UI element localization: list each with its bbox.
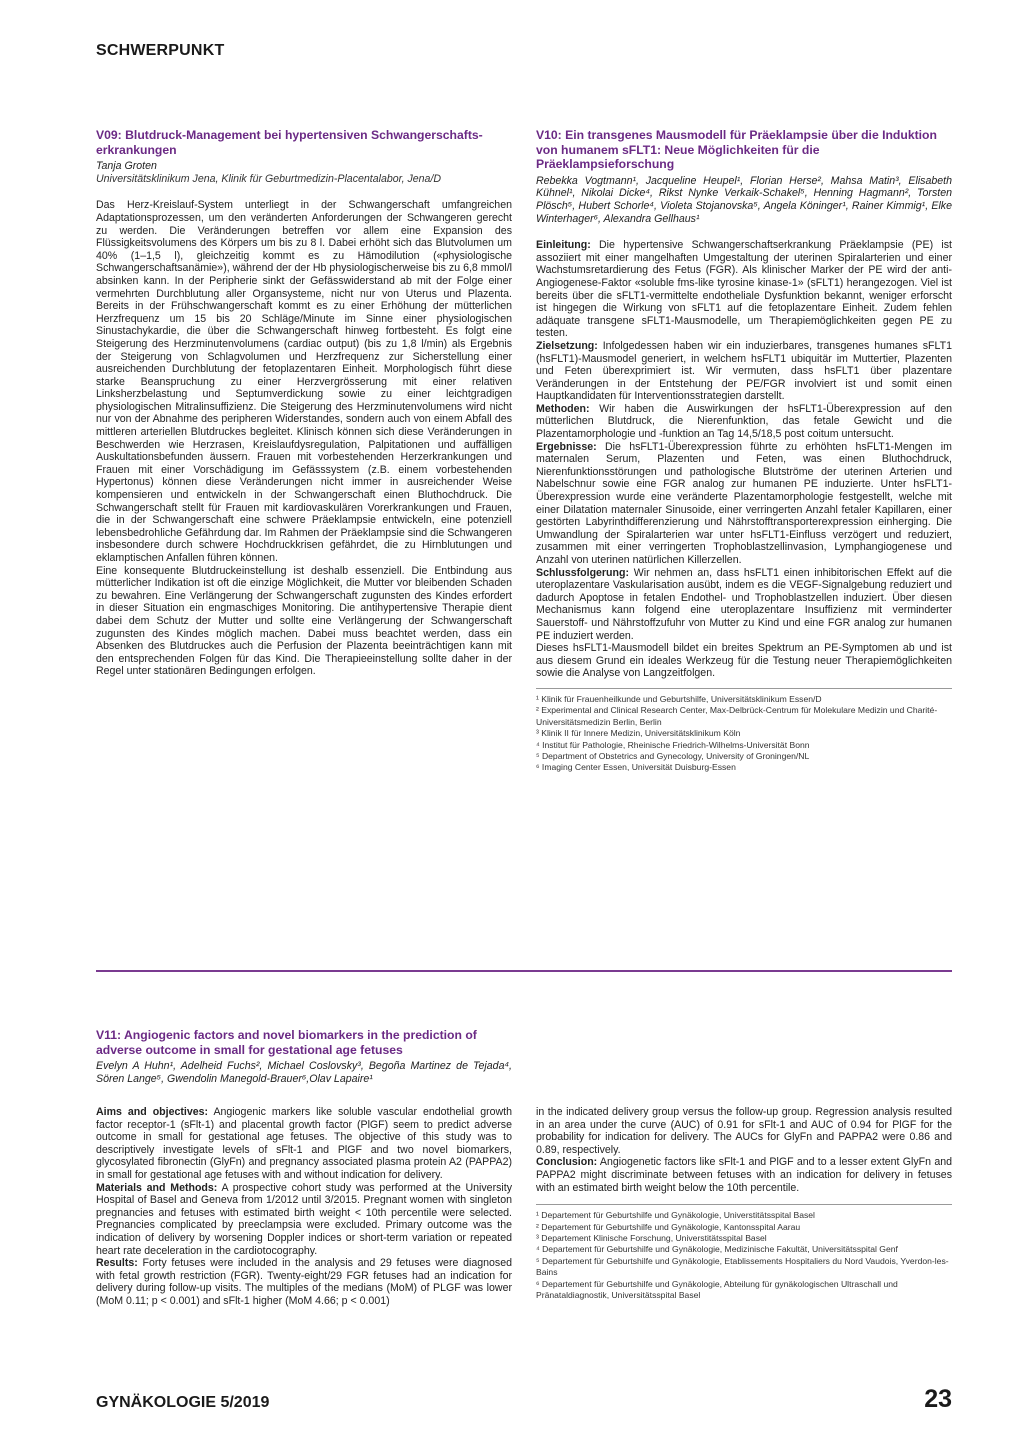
- body-paragraph: [536, 239, 952, 340]
- footnote: ⁵ Departement für Geburtshilfe und Gynäkologie, Etablissements Hospitaliers du Nord Vaudois, Yverdon-les-Bains: [536, 1255, 949, 1278]
- footnote: ³ Departement Klinische Forschung, Universtitätsspital Basel: [536, 1232, 767, 1243]
- abstract-body: [96, 1106, 512, 1308]
- section-label: Zielsetzung:: [536, 339, 598, 352]
- abstract-title: V10: Ein transgenes Mausmodell für Präeklampsie über die Induktion von humanem sFLT1: Neue Möglichkeiten für die Präeklampsieforschung: [536, 128, 937, 172]
- body-paragraph: [536, 403, 952, 441]
- section-label: Ergebnisse:: [536, 440, 597, 453]
- abstract-body: [536, 1106, 952, 1194]
- author-line: Rebekka Vogtmann¹, Jacqueline Heupel¹, Florian Herse², Mahsa Matin³, Elisabeth Kühnel¹, Nikolai Dicke⁴, Rikst Nynke Verkaik-Schakel⁵, Henning Hagmann², Torsten Plösch⁵, Hubert Schorle⁴, Violeta Stojanovska⁵, Angela Köninger¹, Rainer Kimmig¹, Elke Winterhager⁶, Alexandra Gellhaus¹: [536, 174, 952, 225]
- footnote: ¹ Klinik für Frauenheilkunde und Geburtshilfe, Universitätsklinikum Essen/D: [536, 693, 822, 704]
- body-paragraph: [96, 1257, 512, 1307]
- body-paragraph: Das Herz-Kreislauf-System unterliegt in der Schwangerschaft umfangreichen Adaptationsprozessen, um den veränderten Anforderungen der Schwangeren gerecht zu werden. Die Veränderungen betreffen vor allem eine Expansion des Flüssigkeitsvolumens des Körpers um bis zu 8 l. Dabei erhöht sich das Blutvolumen um 40% (1–1,5 l), gleichzeitig kommt es zu Hämodilution («physiologische Schwangerschaftsanämie»), während der der Hb physiologischerweise bis zu 6,8 mmol/l absinken kann. In der Peripherie sinkt der Gefässwiderstand ab mit der Folge einer vermehrten Durchblutung aller Organsysteme, nicht nur von Uterus und Plazenta. Bereits in der Frühschwangerschaft kommt es zu einer Erhöhung der mütterlichen Herzfrequenz um 15 bis 20 Schläge/Minute im Sinne einer physiologischen Sinustachykardie, die über die Schwangerschaft hinweg fortbesteht. Es folgt eine Steigerung des Herzminutenvolumens (cardiac output) (bis zu 1,8 l/min) als Ergebnis der Steigerung von Schlagvolumen und Herzfrequenz zur Sicherstellung einer ausreichenden Durchblutung der fetoplazentaren Einheit. Morphologisch führt diese starke Beanspruchung zu einer Herzvergrösserung mit einer relativen Linksherzbelastung und Septumverdickung sowie zu einer leichtgradigen physiologischen Mitralinsuffizienz. Die Steigerung des Herzminutenvolumens wird nicht nur von der Abnahme des peripheren Widerstandes, sondern auch von einem Abfall des mittleren arteriellen Blutdruckes begleitet. Klinisch können sich diese Veränderungen in Beschwerden wie Herzrasen, Kreislaufdysregulation, Palpitationen und auffälligen Auskultationsbefunden äussern. Frauen mit vorbestehenden Herzerkrankungen und Frauen mit einer Vorschädigung im Gefässsystem (z.B. einem vorbestehenden Hypertonus) können diese Veränderungen nicht immer in ausreichender Weise kompensieren und entwickeln in der Schwangerschaft einen Bluthochdruck. Die Schwangerschaft stellt für Frauen mit kardiovaskulären Vorerkrankungen und Frauen, die in der Schwangerschaft eine schwere Präeklampsie entwickeln, eine potenziell lebensbedrohliche Gefährdung dar. Im Rahmen der Präeklampsie sind die Schwangeren insbesondere durch schwere Hochdruckkrisen gefährdet, die zu Hirnblutungen und eklamptischen Anfallen führen können.: [96, 199, 512, 564]
- section-text: Wir haben die Auswirkungen der hsFLT1-Überexpression auf den mütterlichen Blutdruck, die Nierenfunktion, das fetale Gewicht und die Plazentamorphologie und -funktion an Tag 14,5/18,5 post coitum untersucht.: [536, 402, 952, 441]
- section-text: Forty fetuses were included in the analysis and 29 fetuses were diagnosed with fetal growth restriction (FGR). Twenty-eight/29 FGR fetuses had an indication for delivery during follow-up visits. The multiples of the medians (MoM) of PLGF was lower (MoM 0.11; p < 0.001) and sFlt-1 higher (MoM 4.66; p < 0.001): [96, 1257, 512, 1307]
- journal-issue: GYNÄKOLOGIE 5/2019: [96, 1394, 270, 1411]
- section-label: Methoden:: [536, 402, 590, 415]
- footnote: ² Experimental and Clinical Research Center, Max-Delbrück-Centrum für Molekulare Medizin und Charité-Universitätsmedizin Berlin, Berlin: [536, 705, 938, 727]
- section-text: Dieses hsFLT1-Mausmodell bildet ein breites Spektrum an PE-Symptomen ab und ist aus diesem Grund ein ideales Werkzeug für die Testung neuer Therapiemöglichkeiten sowie die Analyse von Langzeitfolgen.: [536, 642, 952, 680]
- body-paragraph: [536, 441, 952, 567]
- abstract-v11-left: [96, 1106, 512, 1308]
- footnote: ⁴ Departement für Geburtshilfe und Gynäkologie, Medizinische Fakultät, Universitätsspital Genf: [536, 1244, 898, 1255]
- abstract-title: V09: Blutdruck-Management bei hypertensiven Schwangerschafts-erkrankungen: [96, 128, 483, 157]
- abstract-v09: [96, 128, 512, 678]
- body-paragraph: [96, 1182, 512, 1258]
- footnote: ⁶ Imaging Center Essen, Universität Duisburg-Essen: [536, 762, 736, 773]
- abstract-body: [536, 239, 952, 680]
- abstract-v11-right: [536, 1106, 952, 1301]
- section-label: Materials and Methods:: [96, 1181, 218, 1194]
- section-divider: [96, 970, 952, 972]
- footnote: ¹ Departement für Geburtshilfe und Gynäkologie, Universtitätsspital Basel: [536, 1210, 815, 1221]
- footnote: ³ Klinik II für Innere Medizin, Universitätsklinikum Köln: [536, 728, 741, 739]
- abstract-v11-header: [96, 1028, 512, 1085]
- section-label: SCHWERPUNKT: [96, 42, 225, 59]
- section-text: Die hypertensive Schwangerschaftserkrankung Präeklampsie (PE) ist assoziiert mit einer mangelhaften Umgestaltung der uterinen Spiralarterien und einer Wachstumsretardierung des Fetus (FGR). Als klinischer Marker der PE wird der anti-Angiogenese-Faktor «soluble fms-like tyrosine kinase-1» (sFLT1) herangezogen. Viel ist bereits über die sFLT1-vermittelte endotheliale Dysfunktion bekannt, weniger erforscht ist hingegen die Wirkung von sFLT1 auf die fetoplazentare Einheit. Zudem fehlen adäquate transgene sFLT1-Mausmodelle, um Therapiemöglichkeiten gegen PE zu testen.: [536, 239, 952, 340]
- section-text: in the indicated delivery group versus the follow-up group. Regression analysis resulted in an area under the curve (AUC) of 0.91 for sFlt-1 and AUC of 0.94 for PlGF for the probability for indication for delivery. The AUCs for GlyFn and PAPPA2 were 0.86 and 0.89, respectively.: [536, 1106, 952, 1156]
- section-label: Aims and objectives:: [96, 1106, 209, 1118]
- body-paragraph: Eine konsequente Blutdruckeinstellung ist deshalb essenziell. Die Entbindung aus mütterlicher Indikation ist oft die einzige Möglichkeit, die Mutter vor bleibenden Schaden zu bewahren. Eine Verlängerung der Schwangerschaft zugunsten des Kindes erfordert in dieser Situation ein engmaschiges Monitoring. Die antihypertensive Therapie dient dabei dem Schutz der Mutter und sollte eine Verlängerung der Schwangerschaft zugunsten des Kindes möglich machen. Dabei muss beachtet werden, dass ein Absenken des Blutdruckes auch die Perfusion der Plazenta beeinträchtigen kann mit den entsprechenden Folgen für das Kind. Die Therapieeinstellung sollte daher in der Regel unter stationären Bedingungen erfolgen.: [96, 564, 512, 678]
- body-paragraph: [536, 1156, 952, 1194]
- section-label: Conclusion:: [536, 1156, 598, 1169]
- affiliation-line: Universitätsklinikum Jena, Klinik für Geburtmedizin-Placentalabor, Jena/D: [96, 172, 442, 185]
- body-paragraph: [536, 340, 952, 403]
- footnote-list: [536, 1210, 952, 1301]
- footnote: ⁴ Institut für Pathologie, Rheinische Friedrich-Wilhelms-Universität Bonn: [536, 739, 810, 750]
- author-line: Evelyn A Huhn¹, Adelheid Fuchs², Michael Coslovsky³, Begoña Martinez de Tejada⁴, Sören Lange⁵, Gwendolin Manegold-Brauer⁶,Olav Lapaire¹: [96, 1060, 512, 1085]
- footnote-rule: [536, 688, 952, 689]
- section-text: A prospective cohort study was performed at the University Hospital of Basel and Geneva from 1/2012 until 3/2015. Pregnant women with singleton pregnancies and fetuses with estimated birth weight < 10th percentile were selected. Pregnancies complicated by preeclampsia were excluded. Primary outcome was the indication of delivery by worsening Doppler indices or short-term variation or repeated heart rate deceleration in the cardiotocography.: [96, 1181, 512, 1257]
- page-number: 23: [924, 1385, 952, 1413]
- section-label: Einleitung:: [536, 239, 591, 252]
- body-paragraph: [536, 1106, 952, 1156]
- abstract-v10: [536, 128, 952, 774]
- footnote-list: [536, 694, 952, 774]
- section-text: Die hsFLT1-Überexpression führte zu erhöhten hsFLT1-Mengen im maternalen Serum, Plazenten und Feten, was einen Bluthochdruck, Nierenfunktionsstörungen und pathologische Blutströme der uterinen Arterien und Nabelschnur sowie eine FGR analog zur humanen PE induzierte. Unter hsFLT1-Überexpression wurde eine veränderte Plazentamorphologie festgestellt, welche mit einer Dilatation maternaler Sinusoide, einer verringerten Anzahl fetaler Kapillaren, einer gestörten Labyrinthdifferenzierung und Nährstofftransporterexpression einherging. Die Umwandlung der Spiralarterien war unter hsFLT1-Einfluss verzögert und reduziert, zusammen mit einer verringerten Trophoblastzellinvasion, Lymphangiogenese und Anzahl von uterinen natürlichen Killerzellen.: [536, 440, 952, 566]
- body-paragraph: [536, 567, 952, 643]
- footnote: ⁶ Departement für Geburtshilfe und Gynäkologie, Abteilung für gynäkologischen Ultraschall und Pränataldiagnostik, Universitätsspital Basel: [536, 1278, 898, 1300]
- section-text: Wir nehmen an, dass hsFLT1 einen inhibitorischen Effekt auf die uteroplazentare Vaskularisation ausübt, indem es die VEGF-Signalgebung reduziert und dadurch Apoptose in fetalen Endothel- und Trophoblastzellen induziert. Über diesen Mechanismus kann folgend eine uteroplazentare Insuffizienz mit verminderter Sauerstoff- und Nährstoffzufuhr von Mutter zu Kind und eine FGR analog zur humanen PE induziert werden.: [536, 566, 952, 642]
- body-paragraph: [536, 642, 952, 680]
- author-line: Tanja Groten: [96, 160, 157, 173]
- section-label: Schlussfolgerung:: [536, 566, 629, 579]
- section-label: Results:: [96, 1257, 138, 1270]
- section-text: Infolgedessen haben wir ein induzierbares, transgenes humanes sFLT1 (hsFLT1)-Mausmodel generiert, in welchem hsFLT1 ubiquitär im Muttertier, Plazenten und Feten überexprimiert ist. Wir vermuten, dass hsFLT1 über plazentare Veränderungen in der Entstehung der PE/FGR involviert ist und somit einen Hauptkandidaten für Interventionsstrategien darstellt.: [536, 339, 952, 403]
- abstract-title: V11: Angiogenic factors and novel biomarkers in the prediction of adverse outcome in small for gestational age fetuses: [96, 1028, 477, 1057]
- body-paragraph: [96, 1106, 512, 1182]
- footnote: ² Departement für Geburtshilfe und Gynäkologie, Kantonsspital Aarau: [536, 1221, 801, 1232]
- section-text: Angiogenic markers like soluble vascular endothelial growth factor receptor-1 (sFlt-1) and placental growth factor (PlGF) seem to predict adverse outcome in small for gestational age fetuses. The objective of this study was to descriptively investigate levels of sFlt-1 and PlGF and two novel biomarkers, glycosylated fibronectin (GlyFn) and pregnancy associated plasma protein A2 (PAPPA2) in small for gestational age fetuses with and without indication for delivery.: [96, 1106, 513, 1181]
- footnote: ⁵ Department of Obstetrics and Gynecology, University of Groningen/NL: [536, 750, 810, 761]
- footnote-rule: [536, 1204, 952, 1205]
- section-text: Angiogenetic factors like sFlt-1 and PlGF and to a lesser extent GlyFn and PAPPA2 might discriminate between fetuses with an indication for delivery in fetuses with an estimated birth weight below the 10th percentile.: [536, 1156, 952, 1194]
